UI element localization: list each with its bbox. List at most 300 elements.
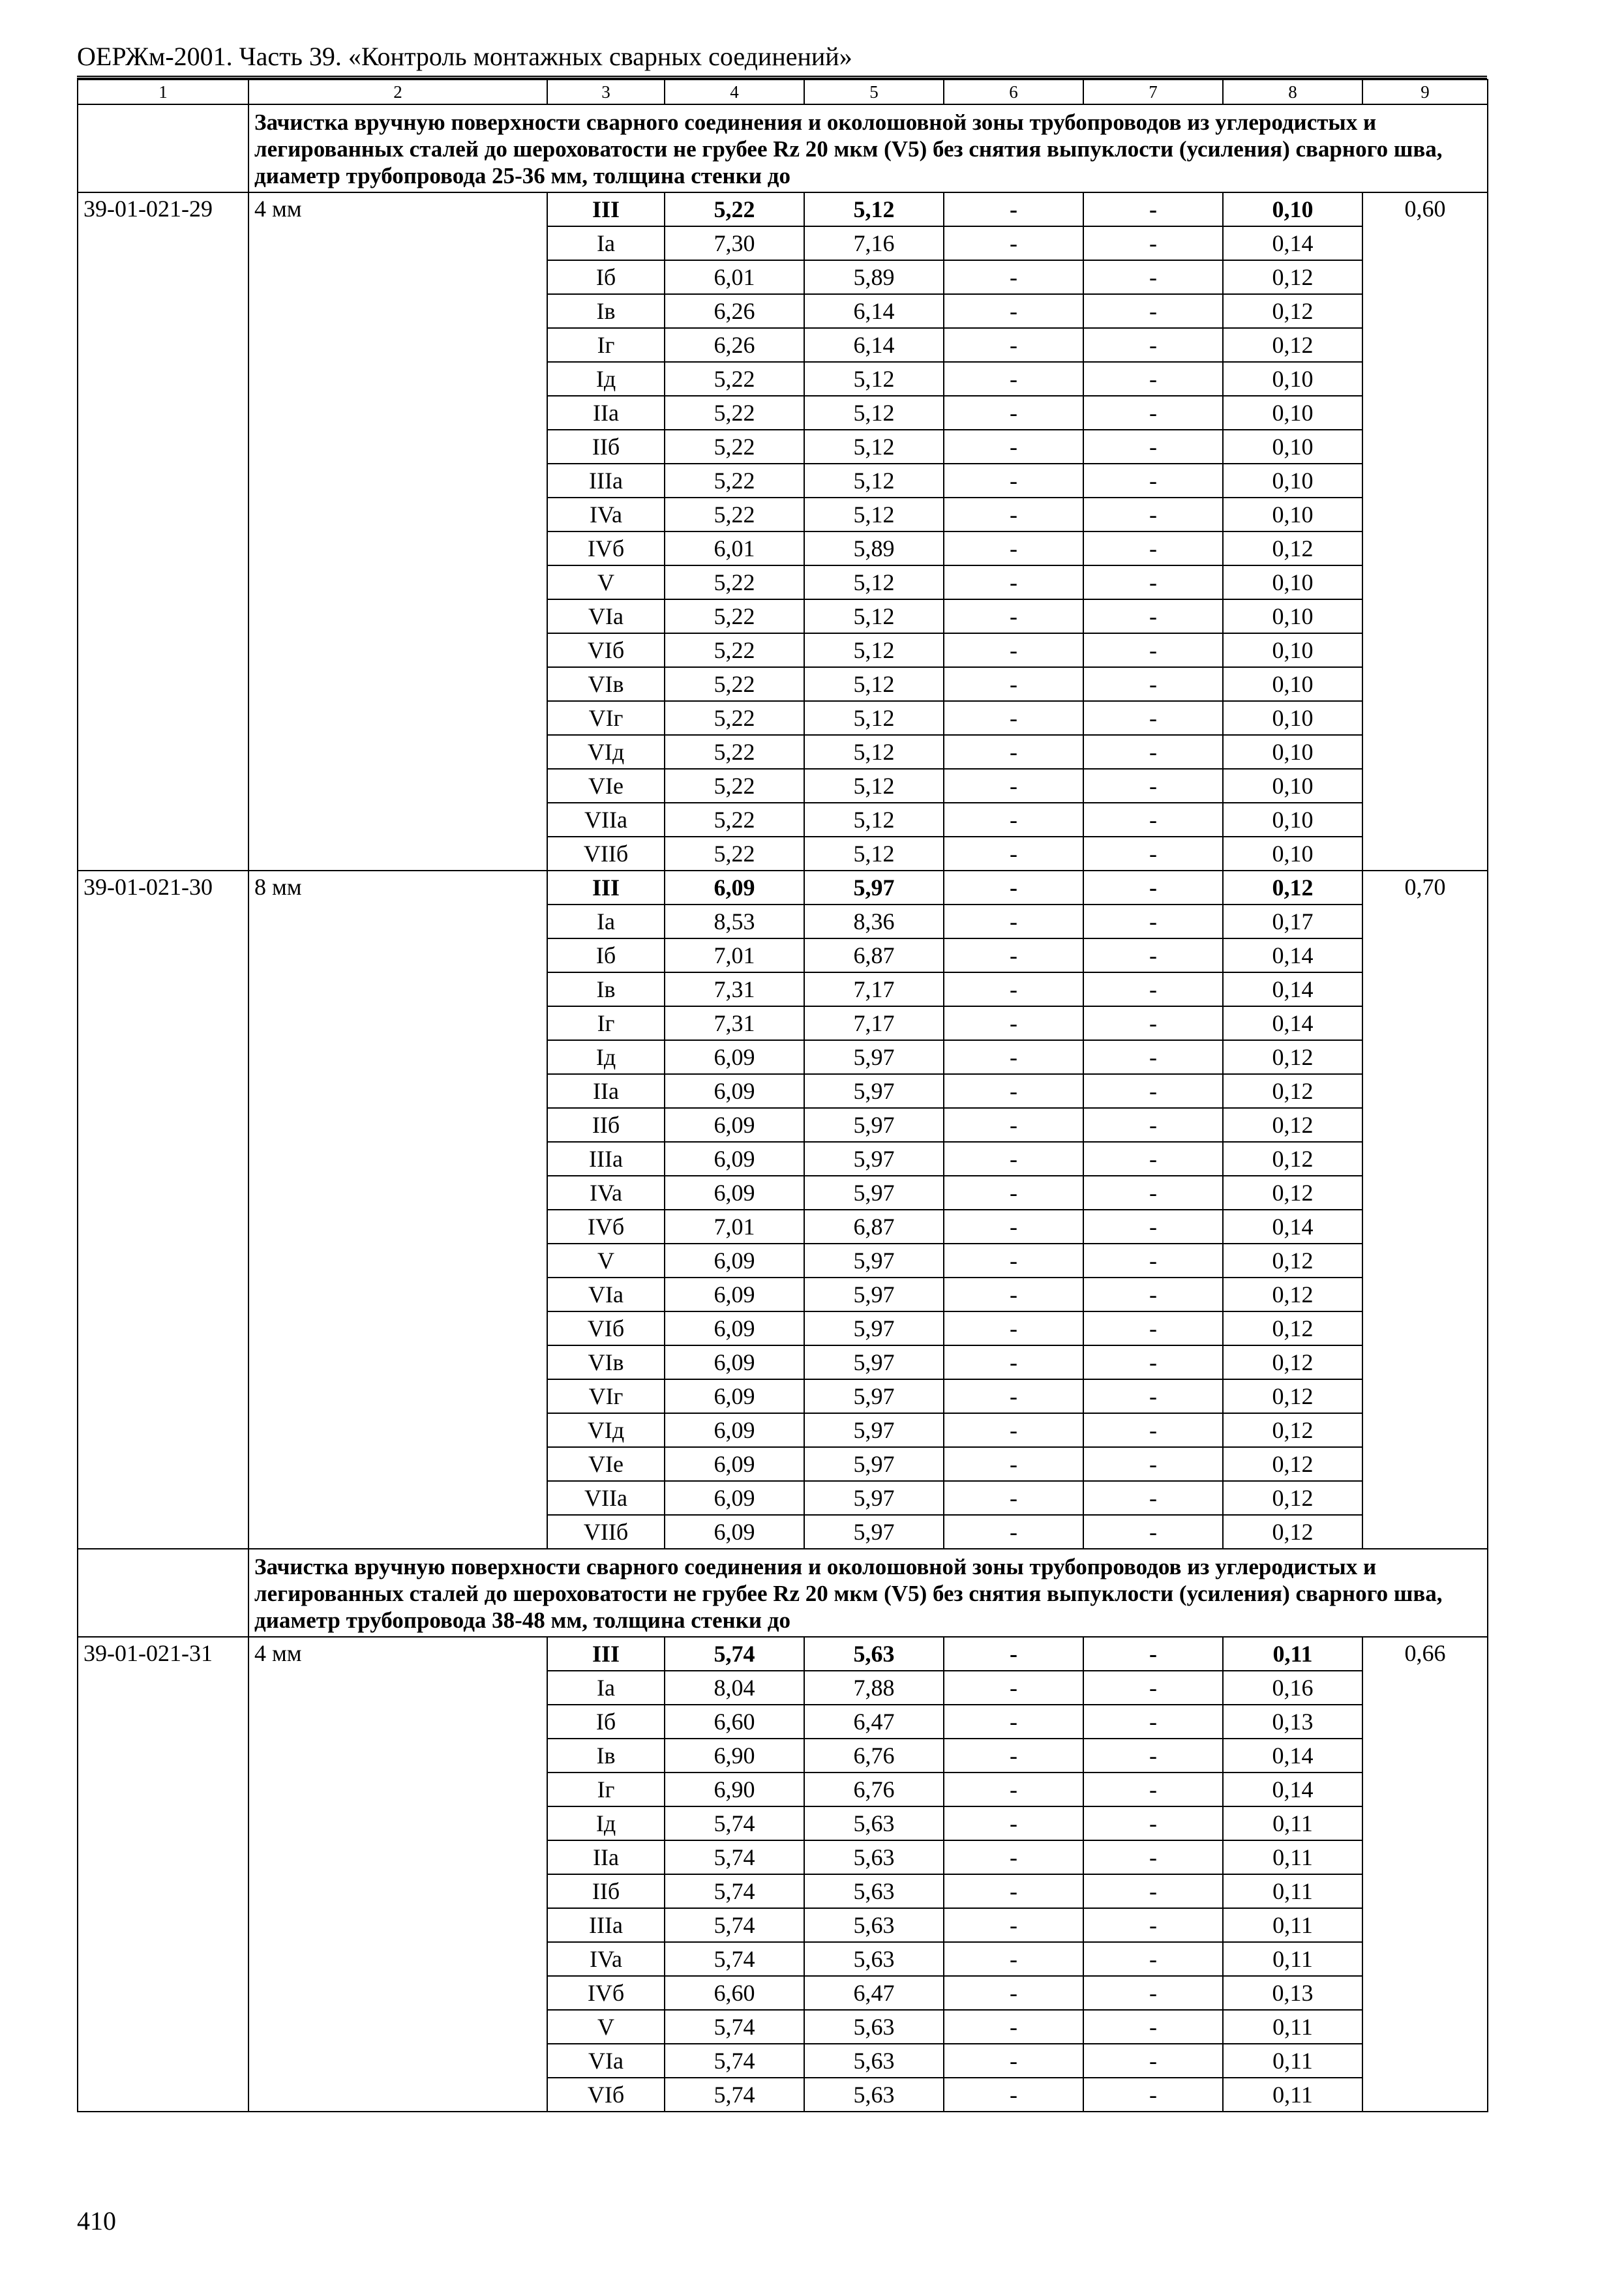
- norm-value: -: [1083, 294, 1223, 328]
- norm-value: 5,97: [804, 1379, 944, 1413]
- norm-value: -: [944, 1447, 1083, 1481]
- norm-value: 5,22: [665, 362, 804, 396]
- norm-value: -: [1083, 328, 1223, 362]
- norm-value: 0,12: [1223, 260, 1362, 294]
- wall-thickness: 4 мм: [248, 192, 547, 871]
- norm-value: 5,97: [804, 871, 944, 905]
- norm-value: -: [1083, 531, 1223, 565]
- norm-value: -: [1083, 1040, 1223, 1074]
- norm-value: -: [944, 565, 1083, 599]
- norm-value: -: [944, 1806, 1083, 1840]
- norm-value: -: [1083, 1705, 1223, 1739]
- norm-value: 6,26: [665, 328, 804, 362]
- zone-code: Iв: [547, 294, 665, 328]
- zone-code: Iб: [547, 1705, 665, 1739]
- norm-value: 0,10: [1223, 498, 1362, 531]
- norm-value: 0,10: [1223, 430, 1362, 464]
- norm-value: -: [944, 701, 1083, 735]
- norm-value: 0,11: [1223, 2078, 1362, 2112]
- norm-value: -: [1083, 701, 1223, 735]
- norm-value: 0,12: [1223, 1515, 1362, 1549]
- norm-value: 5,22: [665, 837, 804, 871]
- norm-code: 39-01-021-30: [78, 871, 248, 1549]
- norm-value: -: [944, 938, 1083, 972]
- norm-value: -: [1083, 1976, 1223, 2010]
- norm-value: -: [1083, 1637, 1223, 1671]
- norm-value: -: [944, 667, 1083, 701]
- norm-value: 0,12: [1223, 1074, 1362, 1108]
- norm-value: -: [1083, 1739, 1223, 1773]
- norm-value: 0,12: [1223, 328, 1362, 362]
- zone-code: Ia: [547, 226, 665, 260]
- norm-value: -: [944, 1142, 1083, 1176]
- norm-value: 0,14: [1223, 938, 1362, 972]
- norm-value: 5,12: [804, 769, 944, 803]
- zone-code: VIa: [547, 1278, 665, 1311]
- zone-code: IIб: [547, 1108, 665, 1142]
- norm-value: 5,74: [665, 1840, 804, 1874]
- norm-value: -: [944, 1278, 1083, 1311]
- norm-value: 6,09: [665, 1142, 804, 1176]
- norm-value: -: [944, 1176, 1083, 1210]
- empty-cell: [78, 104, 248, 192]
- norm-value: -: [944, 328, 1083, 362]
- table-body: [78, 80, 1488, 2112]
- norm-value: -: [944, 1671, 1083, 1705]
- norm-value: 5,97: [804, 1515, 944, 1549]
- norm-value: 5,74: [665, 2044, 804, 2078]
- zone-code: IVб: [547, 1976, 665, 2010]
- norm-value: 5,63: [804, 1840, 944, 1874]
- norm-value: 5,12: [804, 837, 944, 871]
- zone-code: VIIб: [547, 837, 665, 871]
- norm-value: -: [1083, 599, 1223, 633]
- zone-code: VIг: [547, 1379, 665, 1413]
- norm-value: 0,10: [1223, 565, 1362, 599]
- zone-code: III: [547, 1637, 665, 1671]
- norm-value: -: [944, 1108, 1083, 1142]
- norm-value: 0,11: [1223, 1806, 1362, 1840]
- table-row: [78, 192, 1488, 226]
- norm-value: 5,12: [804, 667, 944, 701]
- norm-value: 5,74: [665, 1908, 804, 1942]
- norm-value: 6,09: [665, 1345, 804, 1379]
- norm-value: 6,90: [665, 1773, 804, 1806]
- norm-value: -: [944, 803, 1083, 837]
- norm-value: -: [1083, 1840, 1223, 1874]
- norm-value: -: [944, 1942, 1083, 1976]
- norm-value: 6,09: [665, 1413, 804, 1447]
- norm-value: -: [944, 769, 1083, 803]
- zone-code: VIд: [547, 1413, 665, 1447]
- norm-value: 5,12: [804, 565, 944, 599]
- wall-thickness: 4 мм: [248, 1637, 547, 2112]
- norm-value: -: [944, 1908, 1083, 1942]
- norm-value: 5,12: [804, 192, 944, 226]
- norm-value: -: [1083, 1806, 1223, 1840]
- norm-value: 0,14: [1223, 1773, 1362, 1806]
- norm-value: -: [1083, 1773, 1223, 1806]
- norm-value: 0,13: [1223, 1976, 1362, 2010]
- norm-value: -: [1083, 1447, 1223, 1481]
- norm-value: 0,12: [1223, 294, 1362, 328]
- norm-value: -: [1083, 803, 1223, 837]
- zone-code: VIв: [547, 1345, 665, 1379]
- norm-value: -: [1083, 1311, 1223, 1345]
- norm-value: 0,11: [1223, 1942, 1362, 1976]
- norm-value: -: [944, 972, 1083, 1006]
- norm-value: -: [1083, 735, 1223, 769]
- norm-value: -: [1083, 837, 1223, 871]
- zone-code: IIб: [547, 1874, 665, 1908]
- norm-value: -: [944, 735, 1083, 769]
- norm-value: 5,22: [665, 599, 804, 633]
- zone-code: Iв: [547, 1739, 665, 1773]
- norm-value: 5,22: [665, 667, 804, 701]
- zone-code: Iб: [547, 260, 665, 294]
- norm-value: -: [1083, 938, 1223, 972]
- norm-value: -: [1083, 1671, 1223, 1705]
- norm-value: 0,10: [1223, 735, 1362, 769]
- zone-code: Iг: [547, 328, 665, 362]
- norm-value: 5,63: [804, 2078, 944, 2112]
- norm-value: -: [1083, 260, 1223, 294]
- norm-value: -: [944, 1244, 1083, 1278]
- zone-code: Iг: [547, 1773, 665, 1806]
- norm-value: -: [1083, 226, 1223, 260]
- norm-value: 5,63: [804, 2010, 944, 2044]
- norm-value: 7,17: [804, 1006, 944, 1040]
- norm-value: -: [1083, 1278, 1223, 1311]
- norm-value: 0,12: [1223, 1447, 1362, 1481]
- norm-value: 6,01: [665, 260, 804, 294]
- zone-code: IIa: [547, 1840, 665, 1874]
- norm-value: -: [1083, 972, 1223, 1006]
- zone-code: IIa: [547, 1074, 665, 1108]
- norm-value: -: [944, 294, 1083, 328]
- norm-value: 5,97: [804, 1074, 944, 1108]
- section-title: Зачистка вручную поверхности сварного соединения и околошовной зоны трубопроводов из углеродистых и легированных сталей до шероховатости не грубее Rz 20 мкм (V5) без снятия выпуклости (усиления) сварного шва, диаметр трубопровода 38-48 мм, толщина стенки до: [248, 1549, 1488, 1637]
- norm-value: 6,09: [665, 1176, 804, 1210]
- norm-value: -: [1083, 667, 1223, 701]
- column-number: 2: [248, 80, 547, 104]
- norm-code: 39-01-021-31: [78, 1637, 248, 2112]
- column-number: 7: [1083, 80, 1223, 104]
- norm-value: 0,14: [1223, 1006, 1362, 1040]
- column-9-value: 0,60: [1362, 192, 1488, 871]
- norm-value: -: [1083, 464, 1223, 498]
- norm-value: -: [944, 1311, 1083, 1345]
- norm-value: 5,97: [804, 1040, 944, 1074]
- norm-value: 6,09: [665, 1311, 804, 1345]
- norm-value: 0,10: [1223, 396, 1362, 430]
- zone-code: IVa: [547, 498, 665, 531]
- norm-value: 5,22: [665, 769, 804, 803]
- zone-code: IIб: [547, 430, 665, 464]
- zone-code: Ia: [547, 1671, 665, 1705]
- norm-value: -: [944, 1840, 1083, 1874]
- norm-value: -: [1083, 769, 1223, 803]
- norm-value: 0,11: [1223, 2044, 1362, 2078]
- norm-value: -: [944, 1773, 1083, 1806]
- norm-value: 6,09: [665, 1278, 804, 1311]
- norm-value: 6,76: [804, 1773, 944, 1806]
- norm-value: -: [944, 362, 1083, 396]
- norm-value: -: [944, 396, 1083, 430]
- page-number: 410: [77, 2206, 116, 2236]
- norm-value: -: [1083, 362, 1223, 396]
- zone-code: III: [547, 192, 665, 226]
- norm-value: 0,13: [1223, 1705, 1362, 1739]
- norm-value: 5,97: [804, 1142, 944, 1176]
- norm-value: 5,22: [665, 464, 804, 498]
- norm-value: 0,12: [1223, 871, 1362, 905]
- norm-value: 5,22: [665, 430, 804, 464]
- norm-value: 0,14: [1223, 1210, 1362, 1244]
- norm-value: 0,11: [1223, 1908, 1362, 1942]
- norm-value: 7,30: [665, 226, 804, 260]
- norm-value: 5,63: [804, 1942, 944, 1976]
- norm-value: -: [944, 1210, 1083, 1244]
- norm-value: 6,09: [665, 1244, 804, 1278]
- norm-value: 6,47: [804, 1976, 944, 2010]
- norm-value: 0,12: [1223, 1311, 1362, 1345]
- norm-value: 5,89: [804, 531, 944, 565]
- column-number: 6: [944, 80, 1083, 104]
- norm-value: 6,09: [665, 1447, 804, 1481]
- zone-code: Iв: [547, 972, 665, 1006]
- norm-value: -: [1083, 1379, 1223, 1413]
- norm-value: 6,09: [665, 1108, 804, 1142]
- zone-code: VIa: [547, 2044, 665, 2078]
- norm-value: 0,12: [1223, 1345, 1362, 1379]
- norm-value: -: [944, 1705, 1083, 1739]
- zone-code: IVб: [547, 1210, 665, 1244]
- norm-value: -: [944, 905, 1083, 938]
- norm-value: 6,76: [804, 1739, 944, 1773]
- norm-value: -: [1083, 1142, 1223, 1176]
- norm-value: 0,10: [1223, 837, 1362, 871]
- column-9-value: 0,70: [1362, 871, 1488, 1549]
- norm-value: 5,74: [665, 1806, 804, 1840]
- norm-value: -: [944, 633, 1083, 667]
- zone-code: Iд: [547, 1806, 665, 1840]
- norm-value: 5,12: [804, 599, 944, 633]
- norm-value: 5,63: [804, 2044, 944, 2078]
- norm-value: -: [1083, 1074, 1223, 1108]
- norm-value: -: [1083, 2010, 1223, 2044]
- norm-value: 0,17: [1223, 905, 1362, 938]
- norm-value: 0,10: [1223, 362, 1362, 396]
- norm-value: 5,63: [804, 1874, 944, 1908]
- norm-value: -: [944, 1637, 1083, 1671]
- norm-value: 5,12: [804, 803, 944, 837]
- column-number: 4: [665, 80, 804, 104]
- norm-value: -: [944, 1874, 1083, 1908]
- norm-value: 7,01: [665, 938, 804, 972]
- norm-value: -: [1083, 1345, 1223, 1379]
- norm-value: 7,31: [665, 972, 804, 1006]
- norm-value: 5,22: [665, 633, 804, 667]
- norm-value: -: [1083, 1942, 1223, 1976]
- norm-value: 5,97: [804, 1413, 944, 1447]
- norm-value: 5,12: [804, 735, 944, 769]
- norm-value: 5,74: [665, 2078, 804, 2112]
- norm-value: 6,90: [665, 1739, 804, 1773]
- norm-value: -: [1083, 498, 1223, 531]
- norm-value: -: [944, 464, 1083, 498]
- empty-cell: [78, 1549, 248, 1637]
- norm-value: 0,14: [1223, 972, 1362, 1006]
- norm-value: 7,88: [804, 1671, 944, 1705]
- norm-value: -: [1083, 430, 1223, 464]
- norm-value: 5,74: [665, 1874, 804, 1908]
- norm-value: -: [1083, 1908, 1223, 1942]
- norm-value: 5,12: [804, 362, 944, 396]
- norm-value: 8,53: [665, 905, 804, 938]
- norm-value: 0,12: [1223, 531, 1362, 565]
- norm-value: 8,04: [665, 1671, 804, 1705]
- page-header: [77, 40, 1487, 79]
- table-row: [78, 871, 1488, 905]
- norm-value: 5,12: [804, 396, 944, 430]
- zone-code: VIг: [547, 701, 665, 735]
- norm-value: -: [944, 1739, 1083, 1773]
- norm-value: 0,12: [1223, 1040, 1362, 1074]
- norm-value: 6,09: [665, 1515, 804, 1549]
- zone-code: VIa: [547, 599, 665, 633]
- norm-value: -: [944, 871, 1083, 905]
- norm-value: 5,97: [804, 1447, 944, 1481]
- table-row: [78, 1637, 1488, 1671]
- zone-code: V: [547, 2010, 665, 2044]
- zone-code: IIIa: [547, 1908, 665, 1942]
- norm-value: -: [944, 1040, 1083, 1074]
- norm-value: 5,12: [804, 464, 944, 498]
- section-title-row: [78, 104, 1488, 192]
- column-9-value: 0,66: [1362, 1637, 1488, 2112]
- norm-value: 5,22: [665, 701, 804, 735]
- zone-code: V: [547, 1244, 665, 1278]
- column-number: 3: [547, 80, 665, 104]
- norm-value: 0,14: [1223, 1739, 1362, 1773]
- norm-value: 5,74: [665, 1637, 804, 1671]
- norm-value: 0,12: [1223, 1481, 1362, 1515]
- norm-value: 6,26: [665, 294, 804, 328]
- norm-value: 7,17: [804, 972, 944, 1006]
- norm-value: 5,63: [804, 1637, 944, 1671]
- norm-value: 0,11: [1223, 2010, 1362, 2044]
- norm-value: 5,12: [804, 498, 944, 531]
- norm-value: -: [944, 2078, 1083, 2112]
- norm-value: 7,31: [665, 1006, 804, 1040]
- zone-code: VIд: [547, 735, 665, 769]
- norm-value: 0,12: [1223, 1379, 1362, 1413]
- norm-value: 0,12: [1223, 1244, 1362, 1278]
- zone-code: VIб: [547, 1311, 665, 1345]
- zone-code: IIIa: [547, 464, 665, 498]
- norm-value: -: [944, 498, 1083, 531]
- zone-code: Iд: [547, 362, 665, 396]
- norm-value: 6,14: [804, 328, 944, 362]
- norms-table: [77, 79, 1488, 2112]
- zone-code: Ia: [547, 905, 665, 938]
- norm-value: 5,22: [665, 735, 804, 769]
- norm-value: 0,12: [1223, 1413, 1362, 1447]
- zone-code: VIIa: [547, 803, 665, 837]
- norm-value: -: [944, 2044, 1083, 2078]
- norm-value: -: [944, 1006, 1083, 1040]
- norm-value: -: [1083, 1515, 1223, 1549]
- zone-code: VIв: [547, 667, 665, 701]
- norm-value: 5,22: [665, 396, 804, 430]
- norm-value: 0,10: [1223, 599, 1362, 633]
- norm-value: 0,10: [1223, 667, 1362, 701]
- norm-value: 5,12: [804, 430, 944, 464]
- norm-value: 5,12: [804, 701, 944, 735]
- norm-value: 6,87: [804, 1210, 944, 1244]
- norm-value: 0,11: [1223, 1637, 1362, 1671]
- column-number: 5: [804, 80, 944, 104]
- norm-value: 5,74: [665, 1942, 804, 1976]
- zone-code: IVa: [547, 1942, 665, 1976]
- zone-code: VIIa: [547, 1481, 665, 1515]
- zone-code: VIб: [547, 633, 665, 667]
- norm-value: -: [1083, 1244, 1223, 1278]
- zone-code: VIe: [547, 769, 665, 803]
- norm-value: 5,97: [804, 1108, 944, 1142]
- norm-value: -: [1083, 2044, 1223, 2078]
- norm-value: -: [944, 1976, 1083, 2010]
- norm-value: -: [944, 1379, 1083, 1413]
- norm-value: -: [1083, 871, 1223, 905]
- zone-code: V: [547, 565, 665, 599]
- zone-code: VIIб: [547, 1515, 665, 1549]
- document-title: ОЕРЖм-2001. Часть 39. «Контроль монтажных сварных соединений»: [77, 42, 852, 71]
- zone-code: Iг: [547, 1006, 665, 1040]
- column-numbers-row: [78, 80, 1488, 104]
- norm-value: 0,10: [1223, 701, 1362, 735]
- norm-value: 5,12: [804, 633, 944, 667]
- norm-value: 6,14: [804, 294, 944, 328]
- norm-value: 0,10: [1223, 633, 1362, 667]
- norm-value: -: [944, 1481, 1083, 1515]
- norm-value: -: [1083, 1413, 1223, 1447]
- norm-code: 39-01-021-29: [78, 192, 248, 871]
- norm-value: 7,16: [804, 226, 944, 260]
- norm-value: -: [1083, 1210, 1223, 1244]
- norm-value: 0,14: [1223, 226, 1362, 260]
- norm-value: 7,01: [665, 1210, 804, 1244]
- norm-value: 5,63: [804, 1806, 944, 1840]
- zone-code: VIб: [547, 2078, 665, 2112]
- norm-value: 0,10: [1223, 769, 1362, 803]
- norm-value: 5,22: [665, 565, 804, 599]
- norm-value: -: [1083, 633, 1223, 667]
- zone-code: IVa: [547, 1176, 665, 1210]
- norm-value: -: [1083, 396, 1223, 430]
- norm-value: -: [944, 1345, 1083, 1379]
- norm-value: 6,60: [665, 1705, 804, 1739]
- norm-value: -: [1083, 565, 1223, 599]
- norm-value: -: [1083, 1481, 1223, 1515]
- zone-code: IIa: [547, 396, 665, 430]
- norm-value: 6,09: [665, 1379, 804, 1413]
- norm-value: 6,60: [665, 1976, 804, 2010]
- norm-value: 6,87: [804, 938, 944, 972]
- column-number: 9: [1362, 80, 1488, 104]
- norm-value: 6,47: [804, 1705, 944, 1739]
